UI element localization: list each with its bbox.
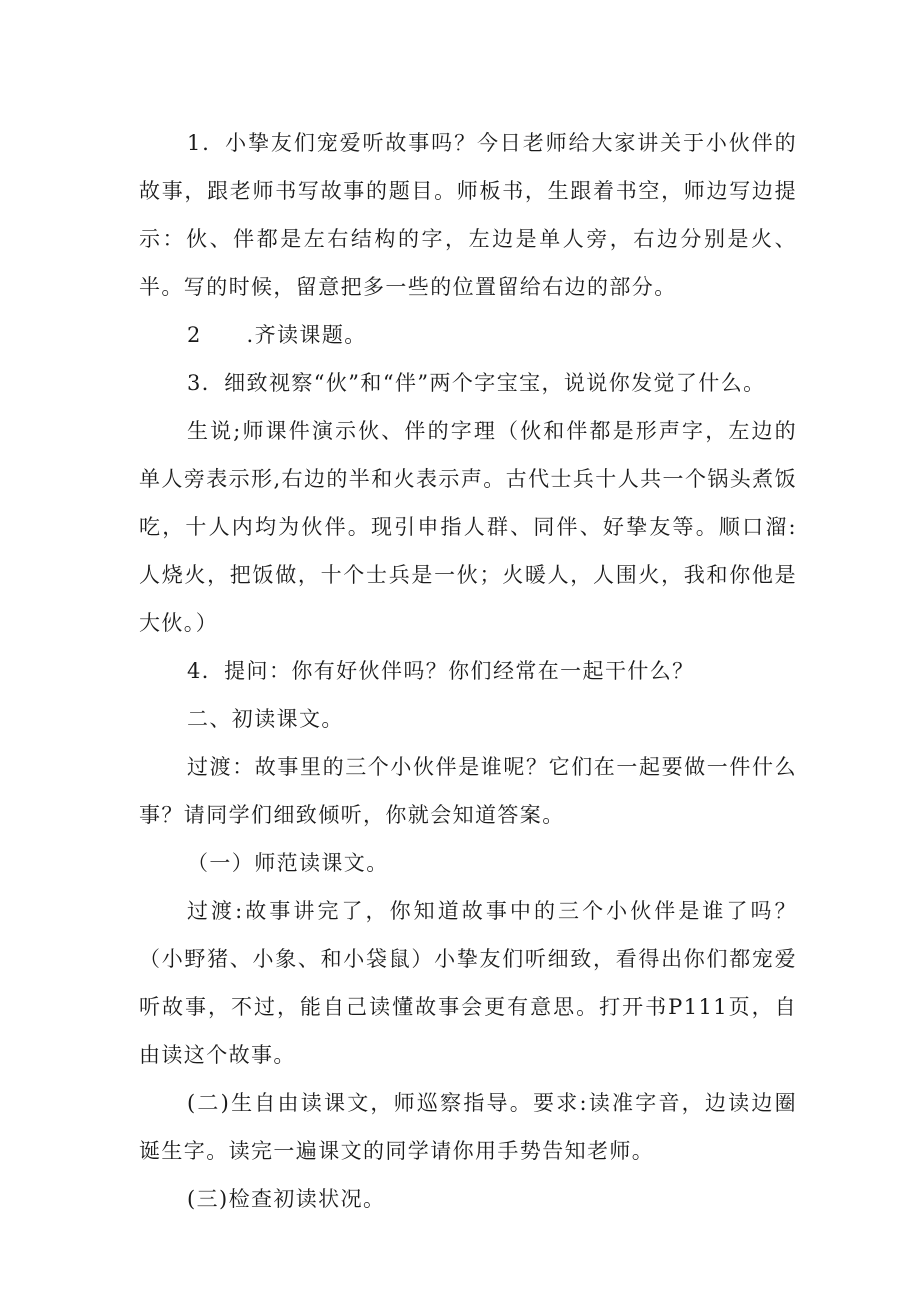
subheading-free-reading: (二)生自由读课文，师巡察指导。要求:读准字音，边读边圈诞生字。读完一遍课文的同学请你用手势告知老师。: [139, 1091, 797, 1163]
section-heading-first-reading: 二、初读课文。: [187, 707, 344, 731]
document-body: [139, 119, 797, 1223]
paragraph-step-2: 2 .齐读课题。: [187, 323, 367, 347]
paragraph-transition-1: 过渡：故事里的三个小伙伴是谁呢？它们在一起要做一件什么事？请同学们细致倾听，你就会知道答案。: [139, 755, 797, 827]
paragraph-step-3: 3．细致视察“伙”和“伴”两个字宝宝，说说你发觉了什么。: [187, 371, 766, 395]
subheading-check-reading: (三)检查初读状况。: [187, 1187, 386, 1211]
subheading-teacher-reading: （一）师范读课文。: [187, 851, 389, 875]
paragraph-transition-2: 过渡:故事讲完了，你知道故事中的三个小伙伴是谁了吗？（小野猪、小象、和小袋鼠）小挚友们听细致，看得出你们都宠爱听故事，不过，能自己读懂故事会更有意思。打开书P111页，自由读这个故事。: [139, 899, 797, 1067]
paragraph-explanation: 生说;师课件演示伙、伴的字理（伙和伴都是形声字，左边的单人旁表示形,右边的半和火表示声。古代士兵十人共一个锅头煮饭吃，十人内均为伙伴。现引申指人群、同伴、好挚友等。顺口溜:人烧火，把饭做，十个士兵是一伙；火暖人，人围火，我和你他是大伙。）: [139, 419, 797, 635]
paragraph-step-4: 4．提问：你有好伙伴吗？你们经常在一起干什么？: [187, 659, 695, 683]
paragraph-step-1: 1．小挚友们宠爱听故事吗？今日老师给大家讲关于小伙伴的故事，跟老师书写故事的题目。师板书，生跟着书空，师边写边提示：伙、伴都是左右结构的字，左边是单人旁，右边分别是火、半。写的时候，留意把多一些的位置留给右边的部分。: [139, 131, 797, 299]
